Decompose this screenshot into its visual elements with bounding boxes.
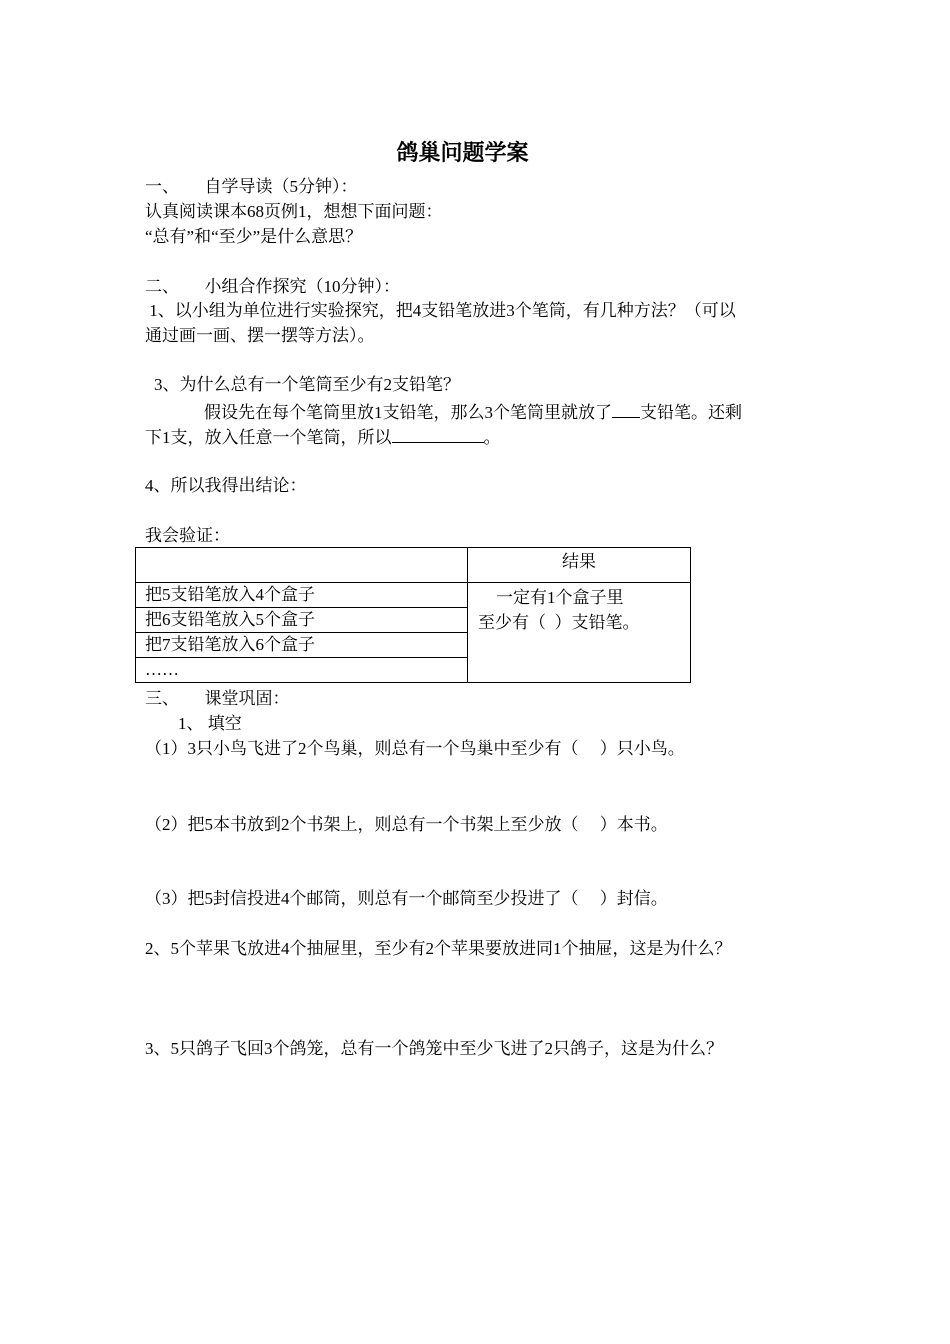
table-result-cell — [468, 583, 691, 683]
table-cell: 把7支铅笔放入6个盒子 — [136, 633, 468, 658]
result-line2: 至少有（ ）支铅笔。 — [478, 613, 640, 632]
section2-q4: 4、所以我得出结论： — [145, 476, 307, 495]
table-cell: 把6支铅笔放入5个盒子 — [136, 608, 468, 633]
section2-q3-line2 — [204, 400, 742, 424]
section1-question: “总有”和“至少”是什么意思？ — [145, 227, 363, 246]
section1-heading: 一、 自学导读（5分钟）： — [145, 177, 358, 196]
table-header-row — [136, 548, 691, 583]
section2-q1-line2: 通过画一画、摆一摆等方法）。 — [145, 326, 375, 345]
answer-blank-1[interactable] — [612, 400, 640, 418]
verify-table — [135, 547, 691, 683]
q3-text-d: 。 — [483, 428, 501, 447]
section3-sub1: 1、 填空 — [178, 714, 242, 733]
table-cell: …… — [136, 658, 468, 683]
result-line1: 一定有1个盒子里 — [496, 588, 624, 607]
fill-question-3: （3）把5封信投进4个邮筒，则总有一个邮筒至少投进了（ ）封信。 — [145, 889, 668, 908]
table-header-left — [136, 548, 468, 583]
section3-heading: 三、 课堂巩固： — [145, 689, 290, 708]
page-title: 鸽巢问题学案 — [396, 141, 529, 166]
q3-text-c: 下1支，放入任意一个笔筒，所以 — [145, 428, 392, 447]
q3-text-b: 支铅笔。还剩 — [640, 403, 742, 422]
table-row — [136, 583, 691, 608]
section2-q1-line1: 1、以小组为单位进行实验探究，把4支铅笔放进3个笔筒，有几种方法？（可以 — [145, 301, 736, 320]
section3-q3: 3、5只鸽子飞回3个鸽笼，总有一个鸽笼中至少飞进了2只鸽子，这是为什么？ — [145, 1039, 723, 1058]
table-header-result: 结果 — [468, 548, 691, 583]
fill-question-1: （1）3只小鸟飞进了2个鸟巢，则总有一个鸟巢中至少有（ ）只小鸟。 — [145, 739, 685, 758]
verify-label: 我会验证： — [145, 526, 230, 545]
fill-question-2: （2）把5本书放到2个书架上，则总有一个书架上至少放（ ）本书。 — [145, 815, 668, 834]
section1-instruction: 认真阅读课本68页例1，想想下面问题： — [145, 202, 443, 221]
section2-q3-line1: 3、为什么总有一个笔筒至少有2支铅笔？ — [154, 375, 460, 394]
table-cell: 把5支铅笔放入4个盒子 — [136, 583, 468, 608]
section3-q2: 2、5个苹果飞放进4个抽屉里，至少有2个苹果要放进同1个抽屉，这是为什么？ — [145, 939, 732, 958]
q3-text-a: 假设先在每个笔筒里放1支铅笔，那么3个笔筒里就放了 — [204, 403, 612, 422]
section2-q3-line3 — [145, 425, 501, 449]
section2-heading: 二、 小组合作探究（10分钟）： — [145, 277, 400, 296]
answer-blank-2[interactable] — [392, 425, 484, 443]
